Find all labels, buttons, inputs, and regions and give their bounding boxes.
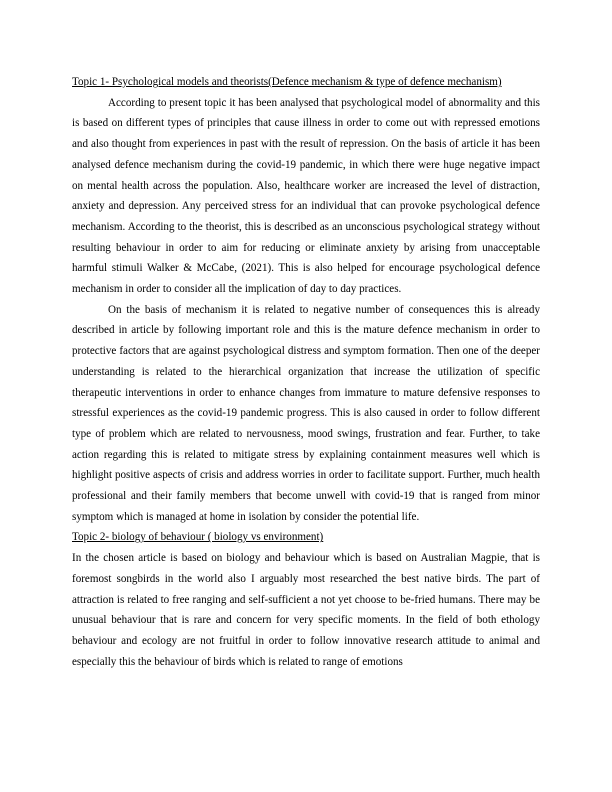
document-body <box>72 72 540 672</box>
topic1-heading: Topic 1- Psychological models and theorists(Defence mechanism & type of defence mechanism) <box>72 76 502 88</box>
topic1-paragraph-1: According to present topic it has been analysed that psychological model of abnormality and this is based on different types of principles that cause illness in order to come out with repressed emotions and also thought from experiences in past with the result of repression. On the basis of article it has been analysed defence mechanism during the covid-19 pandemic, in which there were huge negative impact on mental health across the population. Also, healthcare worker are increased the level of distraction, anxiety and depression. Any perceived stress for an individual that can provoke psychological defence mechanism. According to the theorist, this is described as an unconscious psychological strategy without resulting behaviour in order to aim for reducing or eliminate anxiety by arising from unacceptable harmful stimuli Walker & McCabe, (2021). This is also helped for encourage psychological defence mechanism in order to consider all the implication of day to day practices. <box>72 96 540 296</box>
topic2-paragraph-1: In the chosen article is based on biology and behaviour which is based on Australian Magpie, that is foremost songbirds in the world also I arguably most researched the best native birds. The part of attraction is related to free ranging and self-sufficient a not yet choose to be-fried humans. There may be unusual behaviour that is rare and concern for very specific moments. In the field of both ethology behaviour and ecology are not fruitful in order to follow innovative research attitude to animal and especially this the behaviour of birds which is related to range of emotions <box>72 552 540 668</box>
topic1-paragraph-2: On the basis of mechanism it is related to negative number of consequences this is already described in article by following important role and this is the mature defence mechanism in order to protective factors that are against psychological distress and symptom formation. Then one of the deeper understanding is related to the hierarchical organization that increase the utilization of specific therapeutic interventions in order to enhance changes from immature to mature defensive responses to stressful experiences as the covid-19 pandemic progress. This is also caused in order to follow different type of problem which are related to nervousness, mood swings, frustration and fear. Further, to take action regarding this is related to mitigate stress by explaining containment measures well which is highlight positive aspects of crisis and address worries in order to facilitate support. Further, much health professional and their family members that become unwell with covid-19 that is ranged from minor symptom which is managed at home in isolation by consider the potential life. <box>72 303 540 523</box>
topic2-heading: Topic 2- biology of behaviour ( biology vs environment) <box>72 531 324 544</box>
